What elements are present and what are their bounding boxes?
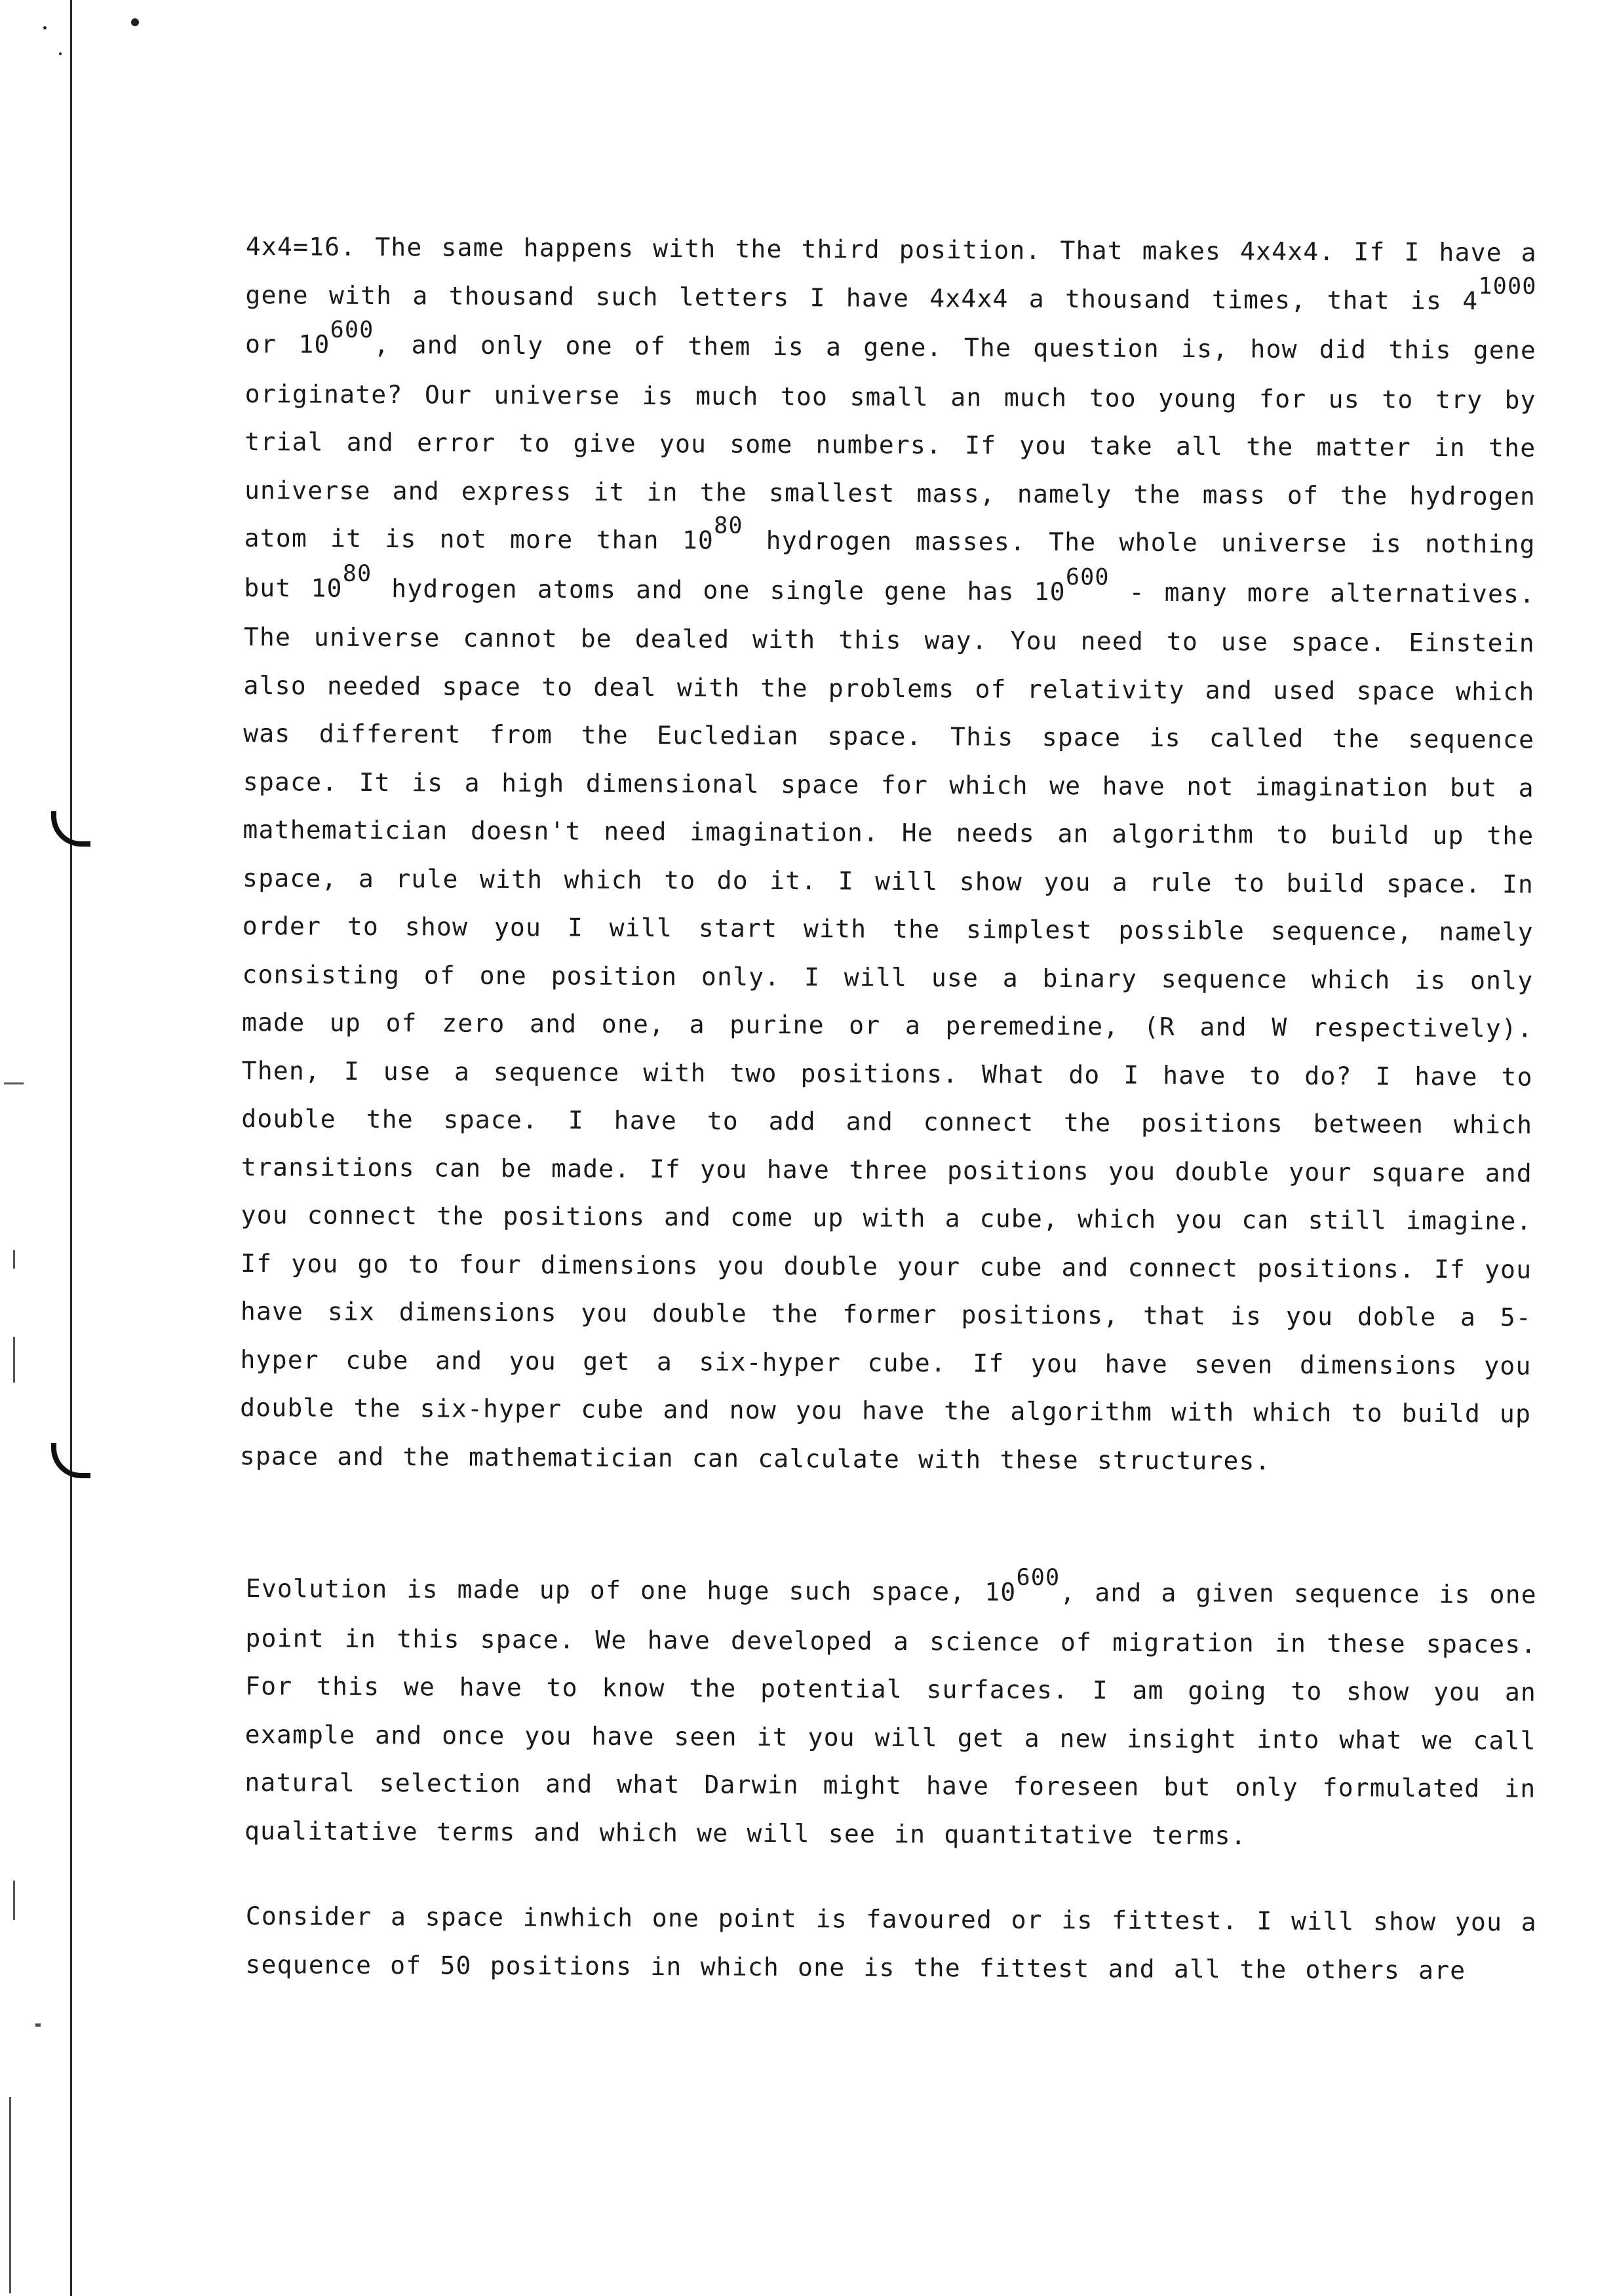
text-run: , and a given sequence is one point in this space. We have developed a science of migration in these spaces. For this we have to know the potential surfaces. I am going to show you an example and once you have seen it you will get a new insight into what we call natural selection and what Darwin might have foreseen but only formulated in qualitative terms and which we will see in quantitative terms. <box>244 1578 1537 1850</box>
paragraph-3-text <box>245 1892 1537 1995</box>
scan-speck <box>43 26 47 29</box>
binding-clip-mark <box>51 811 90 847</box>
paragraph-2 <box>244 1565 1537 1862</box>
text-run: Evolution is made up of one huge such space, 10 <box>245 1573 1017 1607</box>
text-run: hydrogen masses. The whole universe is nothing but 10 <box>244 526 1536 603</box>
exponent: 1000 <box>1478 273 1537 300</box>
exponent: 600 <box>1016 1564 1060 1592</box>
paragraph-1-text <box>240 223 1537 1487</box>
exponent: 80 <box>714 512 743 539</box>
exponent: 600 <box>1065 564 1110 590</box>
paragraph-3 <box>245 1892 1537 1995</box>
text-run: hydrogen atoms and one single gene has 10 <box>372 573 1066 606</box>
paragraph-1 <box>240 223 1537 1487</box>
paragraph-2-text <box>244 1565 1537 1862</box>
text-run: Consider a space inwhich one point is favoured or is fittest. I will show you a sequence of 50 positions in which one is the fittest and all the others are <box>245 1901 1537 1985</box>
scan-speck <box>131 18 139 26</box>
scan-speck <box>59 52 62 55</box>
exponent: 600 <box>330 316 374 343</box>
text-run: , and only one of them is a gene. The question is, how did this gene originate? Our universe is much too small an much too young for us to try by trial and error to give you some numbers. If you take all the matter in the universe and express it in the smallest mass, namely the mass of the hydrogen atom it is not more than 10 <box>244 330 1537 555</box>
scan-dash <box>9 2097 11 2293</box>
text-run: - many more alternatives. The universe cannot be dealed with this way. You need to use space. Einstein also needed space to deal with the problems of relativity and used space which was different from the Eucledian space. This space is called the sequence space. It is a high dimensional space for which we have not imagination but a mathematician doesn't need imagination. He needs an algorithm to build up the space, a rule with which to do it. I will show you a rule to build space. In order to show you I will start with the simplest possible sequence, namely consisting of one position only. I will use a binary sequence which is only made up of zero and one, a purine or a peremedine, (R and W respectively). Then, I use a sequence with two positions. What do I have to do? I have to double the space. I have to add and connect the positions between which transitions can be made. If you have three positions you double your square and you connect the positions and come up with a cube, which you can still imagine. If you go to four dimensions you double your cube and connect positions. If you have six dimensions you double the former positions, that is you doble a 5-hyper cube and you get a six-hyper cube. If you have seven dimensions you double the six-hyper cube and now you have the algorithm with which to build up space and the mathematician can calculate with these structures. <box>239 577 1536 1476</box>
binding-clip-mark <box>51 1443 90 1478</box>
binding-line <box>70 0 72 2296</box>
scan-dash <box>13 1881 15 1920</box>
scan-dash <box>35 2023 41 2027</box>
scan-dash <box>4 1082 24 1084</box>
text-run: or 10 <box>244 329 330 359</box>
scan-dash <box>13 1337 15 1383</box>
scan-dash <box>13 1250 15 1269</box>
text-run: 4x4=16. The same happens with the third position. That makes 4x4x4. If I have a gene with a thousand such letters I have 4x4x4 a thousand times, that is 4 <box>245 231 1537 315</box>
exponent: 80 <box>342 560 372 587</box>
